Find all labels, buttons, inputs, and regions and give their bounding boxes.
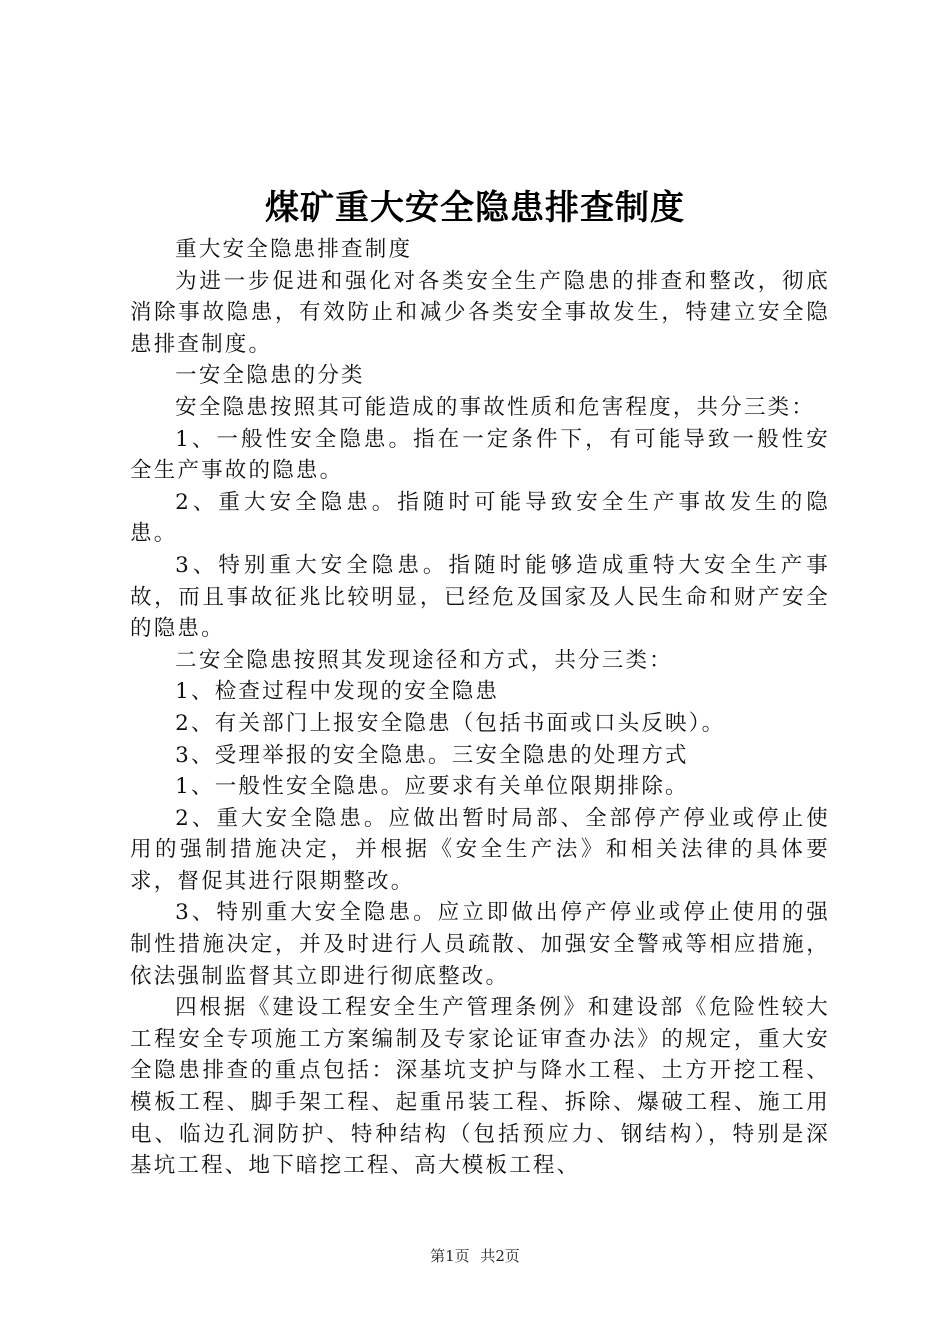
document-title: 煤矿重大安全隐患排查制度: [265, 188, 685, 228]
paragraph: 1、检查过程中发现的安全隐患: [175, 679, 500, 705]
paragraph: 3、受理举报的安全隐患。三安全隐患的处理方式: [175, 742, 689, 768]
paragraph: 2、重大安全隐患。指随时可能导致安全生产事故发生的隐患。: [130, 489, 830, 547]
paragraph: 1、一般性安全隐患。应要求有关单位限期排除。: [175, 774, 689, 800]
paragraph: 1、一般性安全隐患。指在一定条件下，有可能导致一般性安全生产事故的隐患。: [130, 426, 830, 484]
paragraph: 二安全隐患按照其发现途径和方式，共分三类：: [175, 647, 673, 673]
page-footer: [0, 1246, 950, 1266]
document-body: [130, 234, 830, 1182]
paragraph: 2、有关部门上报安全隐患（包括书面或口头反映）。: [175, 710, 726, 736]
paragraph: 为进一步促进和强化对各类安全生产隐患的排查和整改，彻底消除事故隐患，有效防止和减少各类安全事故发生，特建立安全隐患排查制度。: [130, 268, 830, 357]
page-total: 共2页: [480, 1247, 520, 1265]
paragraph: 一安全隐患的分类: [175, 363, 365, 389]
paragraph: 3、特别重大安全隐患。指随时能够造成重特大安全生产事故，而且事故征兆比较明显，已经危及国家及人民生命和财产安全的隐患。: [130, 552, 830, 642]
paragraph: 2、重大安全隐患。应做出暂时局部、全部停产停业或停止使用的强制措施决定，并根据《安全生产法》和相关法律的具体要求，督促其进行限期整改。: [130, 805, 830, 894]
paragraph: 安全隐患按照其可能造成的事故性质和危害程度，共分三类：: [175, 394, 816, 420]
paragraph: 重大安全隐患排查制度: [175, 237, 413, 262]
paragraph: 四根据《建设工程安全生产管理条例》和建设部《危险性较大工程安全专项施工方案编制及专家论证审查办法》的规定，重大安全隐患排查的重点包括：深基坑支护与降水工程、土方开挖工程、模板工程、脚手架工程、起重吊装工程、拆除、爆破工程、施工用电、临边孔洞防护、特种结构（包括预应力、钢结构），特别是深基坑工程、地下暗挖工程、高大模板工程、: [130, 995, 830, 1179]
paragraph: 3、特别重大安全隐患。应立即做出停产停业或停止使用的强制性措施决定，并及时进行人员疏散、加强安全警戒等相应措施，依法强制监督其立即进行彻底整改。: [130, 900, 830, 989]
page-number: 第1页: [430, 1247, 470, 1265]
